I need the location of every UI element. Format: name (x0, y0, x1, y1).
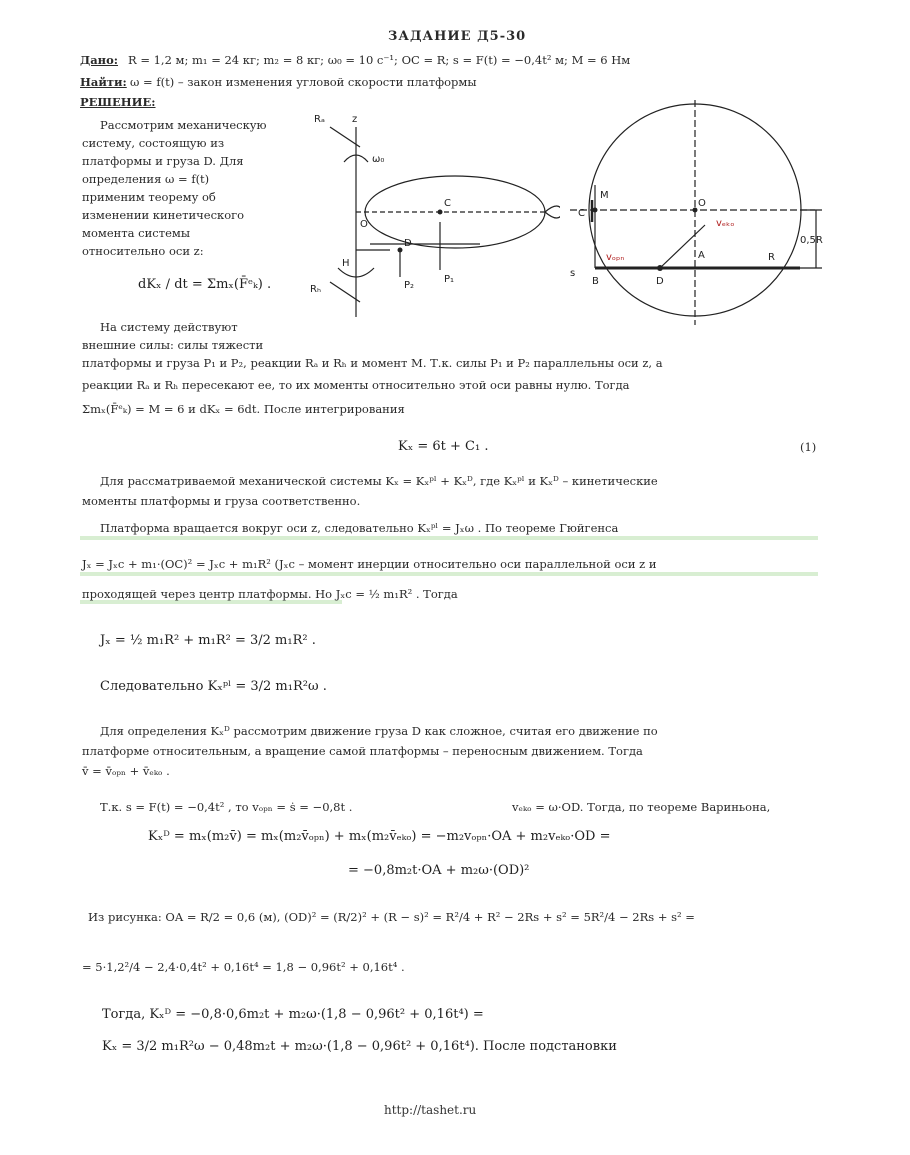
diagram-label: vₒₚₙ (606, 252, 625, 263)
diagram-label: M (600, 190, 609, 201)
equation-4: Следовательно Kₓᵖˡ = 3/2 m₁R²ω . (100, 679, 327, 694)
diagram-label: 0,5R (800, 235, 823, 246)
diagram-label: ω₀ (372, 154, 385, 165)
intro-line: определения ω = f(t) (82, 172, 210, 186)
task-title: ЗАДАНИЕ Д5-30 (388, 29, 527, 44)
intro-line: изменении кинетического (82, 208, 245, 222)
diagram-label: D (404, 238, 412, 249)
diagram-label: H (342, 258, 350, 269)
diagram-label: R (768, 252, 775, 263)
diagram-label: z (352, 114, 358, 125)
diagram-label: Rₐ (314, 114, 325, 125)
forces-line: внешние силы: силы тяжести (82, 338, 264, 352)
intro-line: Рассмотрим механическую (100, 118, 267, 132)
diagram-label: vₑₖₒ (716, 218, 735, 229)
diagram-label: C (444, 198, 451, 209)
equation-number: (1) (800, 440, 817, 454)
equation-7: Kₓ = 3/2 m₁R²ω − 0,48m₂t + m₂ω·(1,8 − 0,96t² + 0,16t⁴). После подстановки (102, 1039, 617, 1054)
equation-2: Kₓ = 6t + C₁ . (398, 439, 489, 454)
equation-5a: Kₓᴰ = mₓ(m₂v̄) = mₓ(m₂v̄ₒₚₙ) + mₓ(m₂v̄ₑₖₒ) = −m₂vₒₚₙ·OA + m₂vₑₖₒ·OD = (148, 829, 611, 844)
highlight-stripe (80, 536, 818, 540)
intro-line: относительно оси z: (82, 244, 204, 258)
diagram-label: P₁ (444, 274, 455, 285)
solution-label: РЕШЕНИЕ: (80, 95, 156, 109)
footer-url: http://tashet.ru (384, 1103, 477, 1117)
velocity-relative: Т.к. s = F(t) = −0,4t² , то vₒₚₙ = ṡ = −0,8t . (100, 800, 353, 814)
diagram-label: A (698, 250, 705, 261)
diagram-label: Rₕ (310, 284, 321, 295)
highlight-stripe (80, 572, 818, 576)
diagram-label: C (578, 208, 585, 219)
forces-line: Σmₓ(F̄ᵉₖ) = M = 6 и dKₓ = 6dt. После интегрирования (82, 402, 405, 416)
intro-line: систему, состоящую из (82, 136, 225, 150)
kinetic-line: моменты платформы и груза соответственно. (82, 494, 361, 508)
intro-line: момента системы (82, 226, 190, 240)
equation-5b: = −0,8m₂t·OA + m₂ω·(OD)² (348, 863, 530, 878)
intro-line: применим теорему об (82, 190, 216, 204)
equation-6: Тогда, Kₓᴰ = −0,8·0,6m₂t + m₂ω·(1,8 − 0,96t² + 0,16t⁴) = (102, 1007, 484, 1022)
platform-diagram (300, 102, 560, 332)
platform-line: Jₓ = Jₓc + m₁·(OC)² = Jₓc + m₁R² (Jₓc – момент инерции относительно оси параллельной оси z и (82, 557, 657, 571)
forces-line: реакции Rₐ и Rₕ пересекают ее, то их моменты относительно этой оси равны нулю. Тогда (82, 378, 630, 392)
diagram-label: O (360, 219, 368, 230)
load-line: платформе относительным, а вращение самой платформы – переносным движением. Тогда (82, 744, 643, 758)
intro-line: платформы и груза D. Для (82, 154, 244, 168)
load-line: Для определения Kₓᴰ рассмотрим движение груза D как сложное, считая его движение по (100, 724, 658, 738)
platform-line: проходящей через центр платформы. Но Jₓc = ½ m₁R² . Тогда (82, 587, 458, 601)
diagram-label: P₂ (404, 280, 415, 291)
given-label: Дано: (80, 53, 119, 67)
find-label: Найти: (80, 75, 127, 89)
given-text: R = 1,2 м; m₁ = 24 кг; m₂ = 8 кг; ω₀ = 10 c⁻¹; OC = R; s = F(t) = −0,4t² м; M = 6 Нм (128, 53, 631, 67)
velocity-transport: vₑₖₒ = ω·OD. Тогда, по теореме Вариньона, (512, 800, 771, 814)
equation-3: Jₓ = ½ m₁R² + m₁R² = 3/2 m₁R² . (100, 633, 316, 648)
kinetic-line: Для рассматриваемой механической системы Kₓ = Kₓᵖˡ + Kₓᴰ, где Kₓᵖˡ и Kₓᴰ – кинетические (100, 474, 658, 488)
figure-line: Из рисунка: OA = R/2 = 0,6 (м), (OD)² = (R/2)² + (R − s)² = R²/4 + R² − 2Rs + s² = 5R²/4 − 2Rs + s² = (88, 910, 695, 924)
diagram-label: O (698, 198, 706, 209)
forces-line: платформы и груза P₁ и P₂, реакции Rₐ и Rₕ и момент M. Т.к. силы P₁ и P₂ параллельны оси z, а (82, 356, 663, 370)
find-text: ω = f(t) – закон изменения угловой скорости платформы (130, 75, 477, 89)
forces-line: На систему действуют (100, 320, 238, 334)
diagram-label: D (656, 276, 664, 287)
load-line: v̄ = v̄ₒₚₙ + v̄ₑₖₒ . (82, 764, 170, 778)
diagram-label: B (592, 276, 599, 287)
figure-line: = 5·1,2²/4 − 2,4·0,4t² + 0,16t⁴ = 1,8 − 0,96t² + 0,16t⁴ . (82, 960, 405, 974)
equation-1: dKₓ / dt = Σmₓ(F̄ᵉₖ) . (138, 277, 272, 292)
diagram-label: s (570, 268, 576, 279)
top-view-diagram (570, 100, 840, 330)
platform-line: Платформа вращается вокруг оси z, следовательно Kₓᵖˡ = Jₓω . По теореме Гюйгенса (100, 521, 619, 535)
